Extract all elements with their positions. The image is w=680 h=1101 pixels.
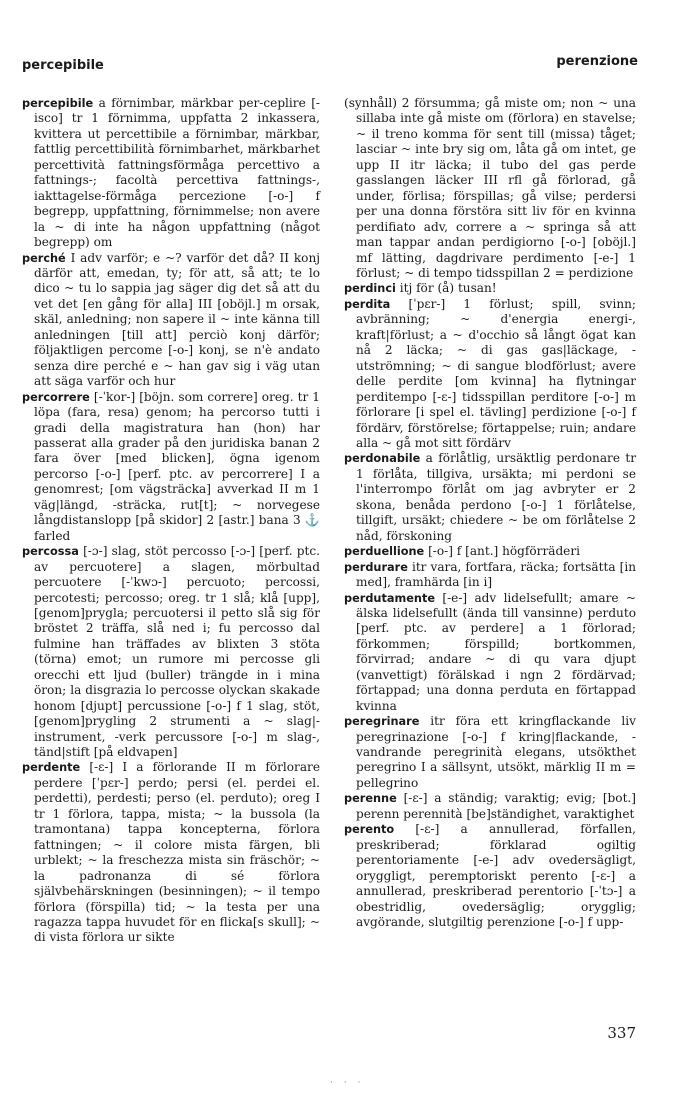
entry-text: itr föra ett kringflackande liv peregrinazione [-o-] f kring|flackande, -vandrande peregrinità elegans, utsökthet peregrino I a sällsynt, utsökt, märklig II m = pellegrino — [356, 714, 636, 790]
dictionary-entry — [344, 544, 636, 559]
entry-text: [-o-] f [ant.] högförräderi — [428, 544, 580, 559]
entry-headword: perdente — [22, 761, 81, 775]
entry-headword: percossa — [22, 545, 79, 559]
entry-text: [-ɛ-] a annullerad, förfallen, preskriberad; förklarad ogiltig perentoriamente [-e-] adv ovedersägligt, oryggligt, peremptoriskt perento [-ɛ-] a annullerad, preskriberad perentorio [-ˈtɔ-] a obestridlig, ovedersäglig; orygglig; avgörande, slutgiltig perenzione [-o-] f upp- — [356, 822, 636, 930]
entry-headword: perduellione — [344, 545, 425, 559]
entry-headword: perdonabile — [344, 452, 421, 466]
bottom-edge-marks: · · · — [330, 1078, 365, 1088]
entry-text: I adv varför; e ~? varför det då? II konj därför att, emedan, ty; för att, så att; te lo dico ~ tu lo sappia jag säger dig det så att du vet det [en gång för alla] III [oböjl.] m orsak, skäl, anledning; non sapere il ~ inte känna till anledningen [till att] perciò konj därför; följaktligen percome [-o-] konj, se n'è andato senza dire perché e ~ han gav sig i väg utan att säga varför och hur — [34, 250, 320, 389]
dictionary-entry — [344, 96, 636, 281]
dictionary-entry — [344, 297, 636, 452]
entry-headword: peregrinare — [344, 715, 420, 729]
dictionary-entry — [344, 714, 636, 791]
left-column — [22, 96, 320, 946]
dictionary-entry — [22, 760, 320, 945]
entry-headword: perdita — [344, 297, 391, 311]
entry-text: [-ɔ-] slag, stöt percosso [-ɔ-] [perf. ptc. av percuotere] a slagen, mörbultad percuotere [-ˈkwɔ-] percuoto; percossi, percotesti; percosso; oreg. tr 1 slå; klå [upp], [genom]prygla; percuotersi il petto slå sig för bröstet 2 träffa, slå ned i; fu percosso dal fulmine han träffades av blixten 3 stöta (törna) emot; un rumore mi percosse gli orecchi ett ljud (buller) trängde in i mina öron; la disgrazia lo percosse olyckan skakade honom [djupt] percussione [-o-] f 1 slag, stöt, [genom]prygling 2 strumenti a ~ slag|-instrument, -verk percussore [-o-] m slag-, tänd|stift [på eldvapen] — [34, 544, 320, 760]
dictionary-entry — [344, 591, 636, 715]
entry-text: [-ˈkor-] [böjn. som correre] oreg. tr 1 löpa (fara, resa) genom; ha percorso tutti i gradi della magistratura han (hon) har passerat alla grader på den juridiska banan 2 fara över [med blicken], ögna igenom percorso [-o-] [perf. ptc. av percorrere] I a genomrest; [om vägsträcka] avverkad II m 1 väg|längd, -sträcka, rut[t]; ~ norvegese långdistanslopp [på skidor] 2 [astr.] bana 3 ⚓ farled — [34, 389, 320, 543]
running-head-left: percepibile — [22, 58, 104, 73]
entry-headword: perché — [22, 251, 66, 265]
entry-text: a förnimbar, märkbar per-ceplire [-isco] tr 1 förnimma, uppfatta 2 inkassera, kvittera ut percettibile a förnimbar, märkbar, fattlig percettibilità förnimbarhet, märkbarhet percettività fattningsförmåga percettivo a fattnings-; facoltà percettiva fattnings-, iakttagelse-förmåga percezione [-o-] f begrepp, uppfattning, förnimmelse; non avere la ~ di inte ha någon uppfattning (något begrepp) om — [34, 96, 320, 250]
dictionary-entry — [22, 544, 320, 760]
entry-text: itr vara, fortfara, räcka; fortsätta [in med], framhärda [in i] — [356, 559, 636, 590]
entry-text: (synhåll) 2 försumma; gå miste om; non ~ una sillaba inte gå miste om (förlora) en stavelse; ~ il treno komma för sent till (missa) tåget; lasciar ~ inte bry sig om, låta gå om intet, ge upp II itr läcka; il tubo del gas perde gasslangen läcker III rfl gå förlorad, gå under, förlisa; förspillas; gå vilse; perdersi per una donna förstöra sitt liv för en kvinna perdifiato adv, correre a ~ springa så att man tappar andan perdigiorno [-o-] [oböjl.] mf lätting, dagdrivare perdimento [-e-] 1 förlust; ~ di tempo tidsspillan 2 = perdizione — [344, 96, 636, 280]
dictionary-entry — [22, 251, 320, 390]
page-number: 337 — [607, 1024, 636, 1042]
entry-headword: percorrere — [22, 390, 90, 404]
entry-headword: perdutamente — [344, 591, 436, 605]
entry-headword: perdinci — [344, 282, 396, 296]
entry-text: [ˈpɛr-] 1 förlust; spill, svinn; avbränning; ~ d'energia energi-, kraft|förlust; a ~ d'occhio så långt ögat kan nå 2 läcka; ~ di gas gas|läckage, -utströmning; ~ di sangue blodförlust; avere delle perdite [om kvinna] ha flytningar perditempo [-ɛ-] tidsspillan perditore [-o-] m förlorare [i spel el. tävling] perdizione [-o-] f fördärv, förstörelse; förtappelse; ruin; andare alla ~ gå mot sitt fördärv — [356, 296, 636, 450]
entry-headword: perento — [344, 823, 395, 837]
dictionary-entry — [344, 281, 636, 296]
entry-text: [-ɛ-] I a förlorande II m förlorare perdere [ˈpɛr-] perdo; persi (el. perdei el. perdetti), perdesti; perso (el. perduto); oreg I tr 1 förlora, tappa, mista; ~ la bussola (la tramontana) tappa koncepterna, förlora fattningen; ~ il colore mista färgen, bli urblekt; ~ la freschezza mista sin fräschör; ~ la padronanza di sé förlora självbehärskningen (besinningen); ~ il tempo förlora (förspilla) tid; ~ la testa per una ragazza tappa huvudet för en flicka[s skull]; ~ di vista förlora ur sikte — [34, 760, 320, 945]
entry-text: [-ɛ-] a ständig; varaktig; evig; [bot.] perenn perennità [be]ständighet, varaktighet — [356, 791, 636, 821]
entry-text: itj för (å) tusan! — [399, 281, 497, 296]
dictionary-entry — [22, 390, 320, 545]
right-column — [344, 96, 636, 930]
dictionary-entry — [22, 96, 320, 251]
dictionary-entry — [344, 451, 636, 544]
entry-headword: perenne — [344, 792, 397, 806]
dictionary-entry — [344, 822, 636, 930]
entry-text: [-e-] adv lidelsefullt; amare ~ älska lidelsefullt (ända till vansinne) perduto [perf. ptc. av perdere] a 1 förlorad; förkommen; förspilld; bortkommen, förvirrad; andare ~ di qu vara djupt (vanvettigt) förälskad i ngn 2 fördärvad; förtappad; una donna perduta en förtappad kvinna — [356, 590, 636, 713]
entry-text: a förlåtlig, ursäktlig perdonare tr 1 förlåta, tillgiva, ursäkta; mi perdoni se l'interrompo förlåt om jag avbryter er 2 skona, benåda perdono [-o-] 1 förlåtelse, tillgift, ursäkt; chiedere ~ be om förlåtelse 2 nåd, förskoning — [356, 451, 636, 543]
dictionary-entry — [344, 791, 636, 822]
entry-headword: perdurare — [344, 560, 408, 574]
entry-headword: percepibile — [22, 97, 94, 110]
running-head-right: perenzione — [556, 54, 638, 69]
dictionary-entry — [344, 560, 636, 591]
